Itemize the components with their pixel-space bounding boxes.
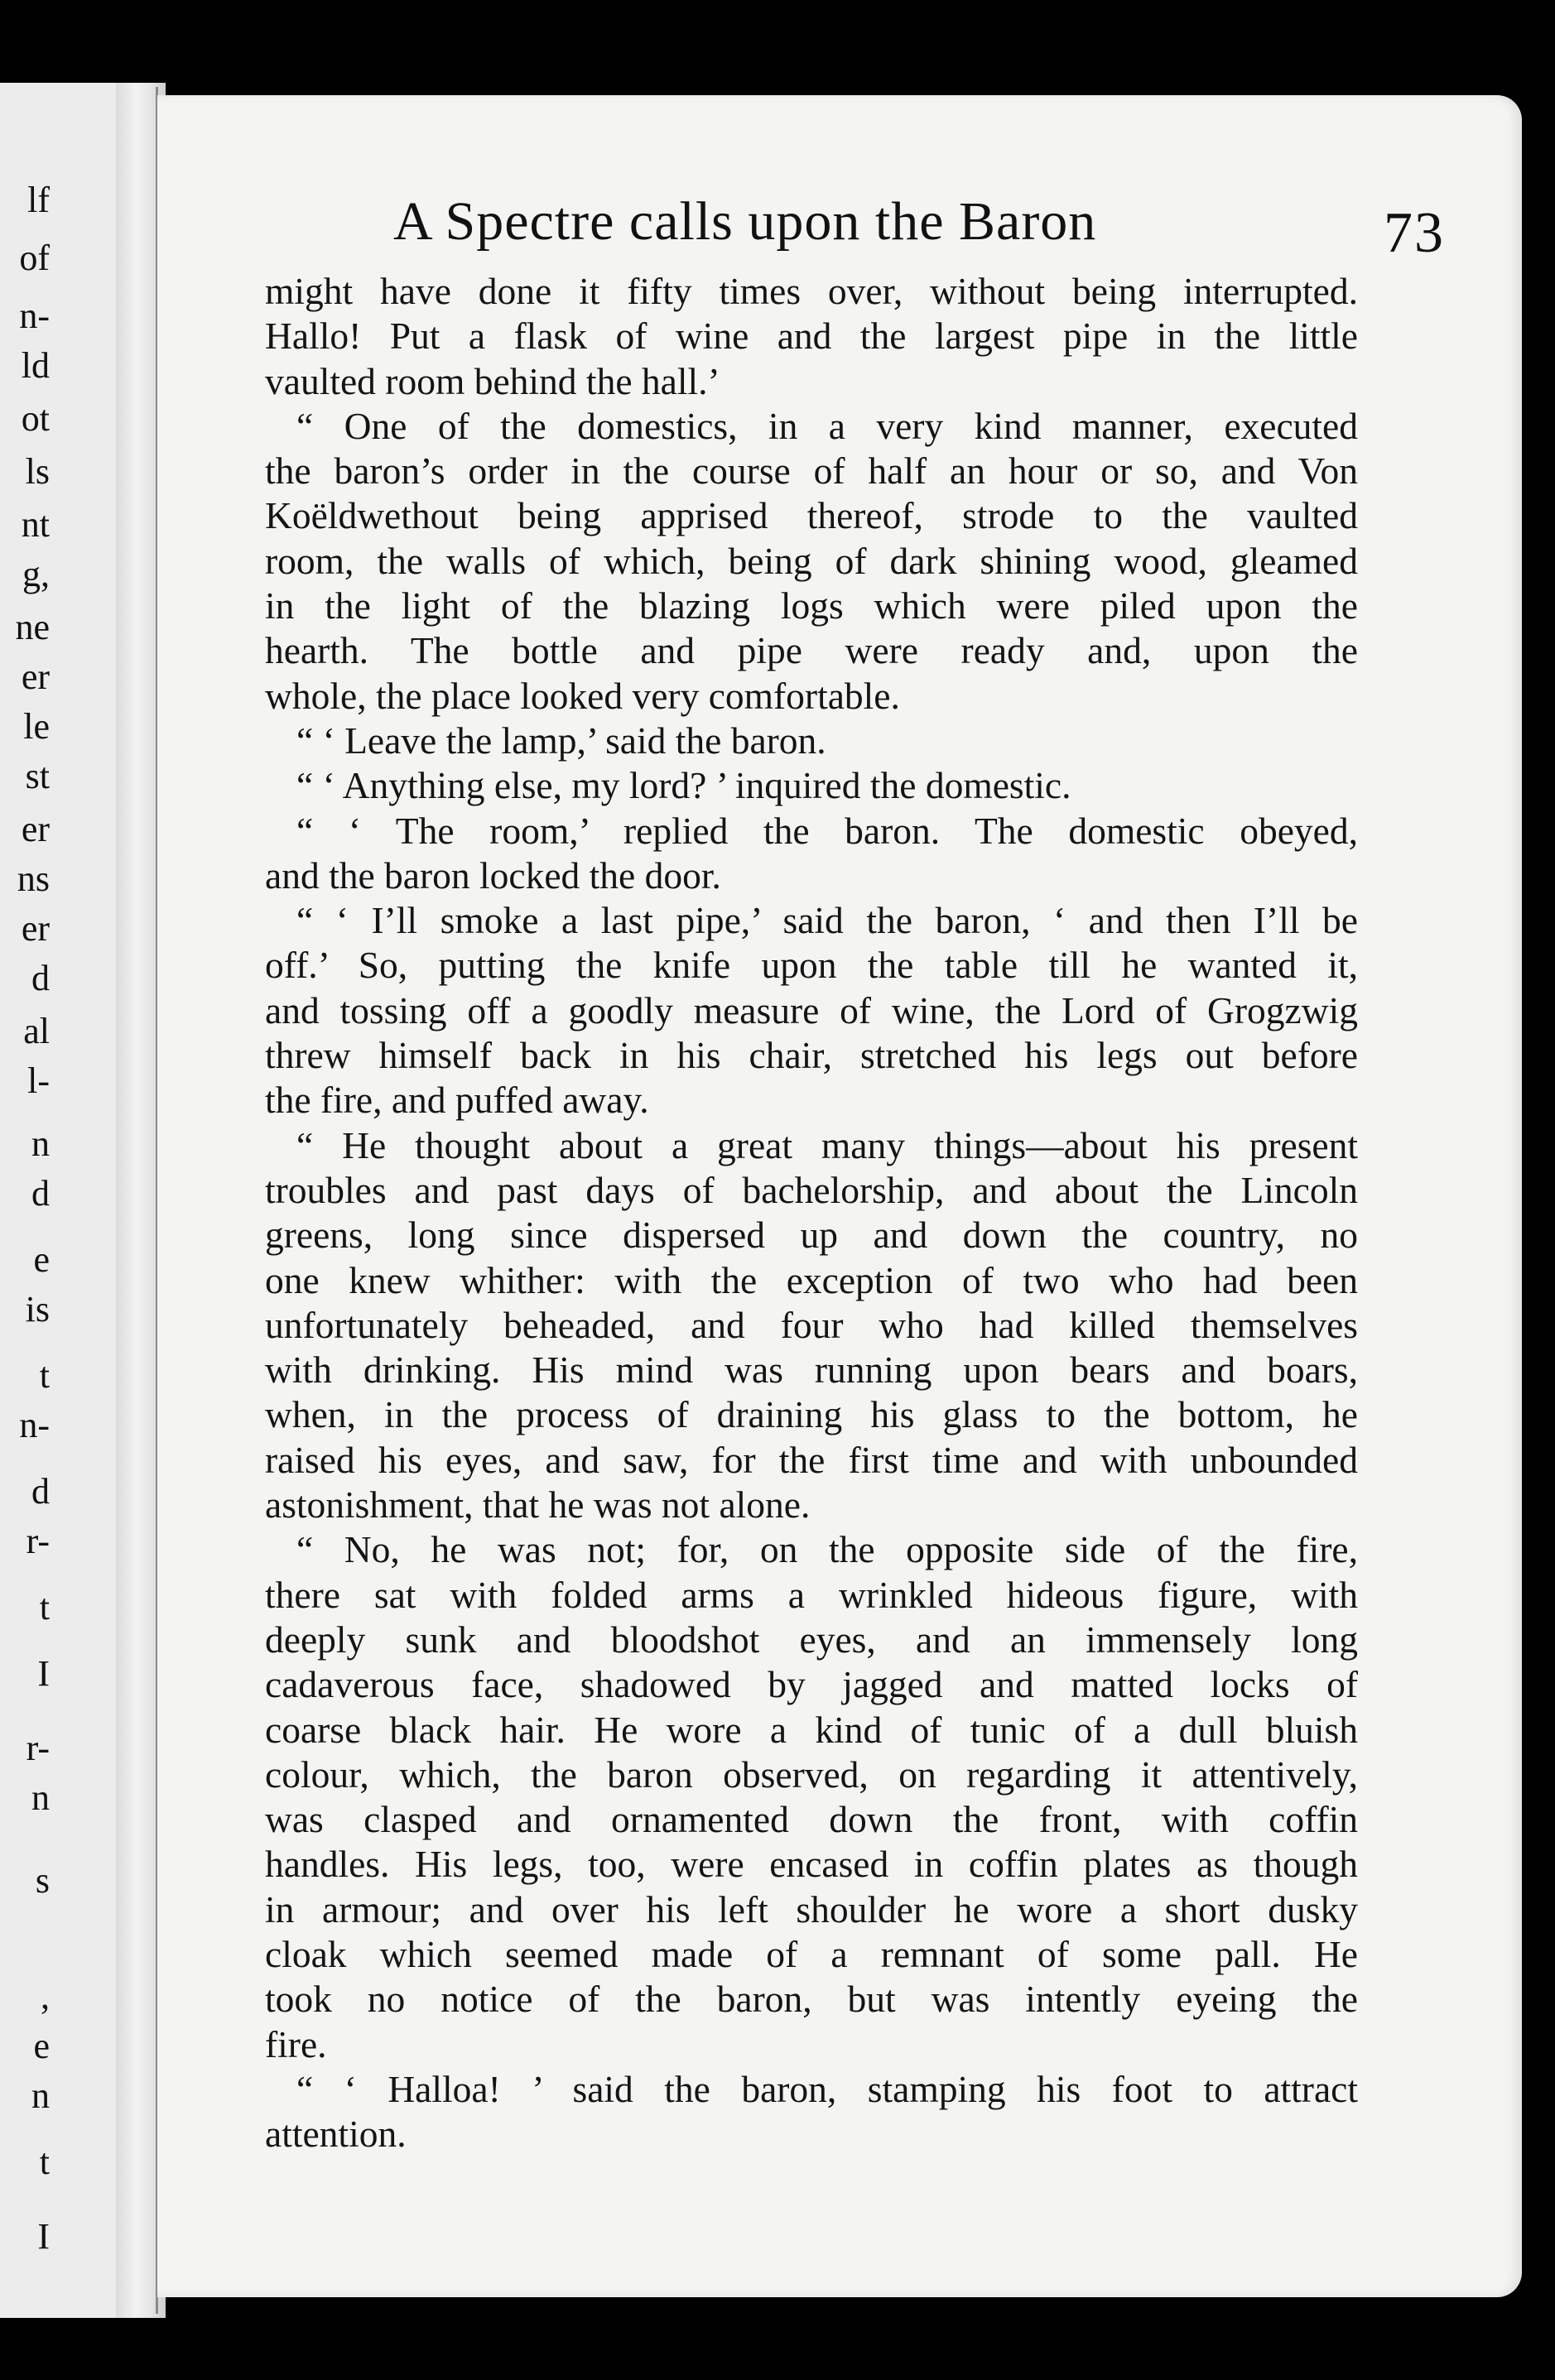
facing-page-fragment: , [41, 1976, 50, 2017]
facing-page-fragment: r- [26, 1521, 50, 1561]
text-line: unfortunately beheaded, and four who had killed themselves [265, 1303, 1358, 1346]
text-line: handles. His legs, too, were encased in coffin plates as though [265, 1843, 1358, 1886]
text-line: the fire, and puffed away. [265, 1079, 649, 1122]
text-line: fire. [265, 2022, 327, 2065]
text-line: there sat with folded arms a wrinkled hideous figure, with [265, 1573, 1358, 1616]
facing-page-fragment: t [39, 1587, 50, 1628]
text-line: greens, long since dispersed up and down the country, no [265, 1214, 1358, 1257]
text-line: attention. [265, 2113, 407, 2156]
text-line: astonishment, that he was not alone. [265, 1483, 811, 1527]
running-head [393, 185, 1445, 265]
facing-page-fragment: d [31, 1471, 50, 1512]
facing-page-fragment: ne [15, 607, 50, 647]
text-line: was clasped and ornamented down the front, with coffin [265, 1798, 1358, 1841]
text-line: and tossing off a goodly measure of wine, the Lord of Grogzwig [265, 988, 1358, 1031]
text-line: colour, which, the baron observed, on regarding it attentively, [265, 1753, 1358, 1796]
facing-page-fragment: n [31, 2075, 50, 2116]
text-line: one knew whither: with the exception of two who had been [265, 1258, 1358, 1301]
facing-page-fragment: n- [19, 1405, 50, 1445]
facing-page-fragment: er [21, 809, 50, 849]
text-line: vaulted room behind the hall.’ [265, 359, 720, 402]
facing-page-fragment: ld [21, 345, 50, 386]
body-text [265, 269, 1358, 2156]
text-line: whole, the place looked very comfortable. [265, 674, 900, 717]
facing-page-fragment: e [33, 1239, 50, 1280]
text-line: “ No, he was not; for, on the opposite side of the fire, [296, 1528, 1358, 1571]
facing-page-fragment: ls [25, 451, 50, 492]
facing-page-fragment: d [31, 958, 50, 998]
facing-page-fragment: ns [17, 858, 50, 899]
text-line: troubles and past days of bachelorship, and about the Lincoln [265, 1168, 1358, 1211]
text-line: and the baron locked the door. [265, 853, 721, 897]
facing-page-fragment: g, [22, 554, 50, 594]
text-line: raised his eyes, and saw, for the first time and with unbounded [265, 1438, 1358, 1481]
facing-page-fragment: lf [27, 180, 50, 220]
text-line: room, the walls of which, being of dark shining wood, gleamed [265, 539, 1358, 582]
text-line: “ ‘ Anything else, my lord? ’ inquired the domestic. [296, 764, 1071, 807]
text-line: cadaverous face, shadowed by jagged and matted locks of [265, 1663, 1358, 1706]
facing-page-fragment: er [21, 656, 50, 697]
text-line: the baron’s order in the course of half an hour or so, and Von [265, 450, 1358, 493]
text-line: cloak which seemed made of a remnant of some pall. He [265, 1932, 1358, 1975]
running-head-title: A Spectre calls upon the Baron [393, 191, 1097, 252]
text-line: “ ‘ I’ll smoke a last pipe,’ said the baron, ‘ and then I’ll be [296, 899, 1358, 942]
text-line: off.’ So, putting the knife upon the table till he wanted it, [265, 944, 1358, 987]
text-line: “ ‘ The room,’ replied the baron. The domestic obeyed, [296, 809, 1358, 852]
facing-page-fragment: n [31, 1777, 50, 1818]
facing-page-fragment: ot [21, 398, 50, 439]
book-page [157, 95, 1522, 2297]
facing-page-fragment: of [19, 238, 50, 278]
facing-page-fragment: nt [21, 504, 50, 545]
text-line: “ One of the domestics, in a very kind manner, executed [296, 404, 1358, 447]
facing-page-fragment: s [35, 1860, 50, 1901]
facing-page-fragment: r- [26, 1728, 50, 1768]
facing-page-fragment: er [21, 908, 50, 949]
facing-page-fragment: n [31, 1123, 50, 1164]
facing-page-fragment: n- [19, 296, 50, 336]
text-line: “ ‘ Leave the lamp,’ said the baron. [296, 719, 826, 762]
facing-page-fragment: is [25, 1289, 50, 1329]
text-line: coarse black hair. He wore a kind of tunic of a dull bluish [265, 1708, 1358, 1751]
facing-page-fragment: t [39, 2142, 50, 2182]
facing-page-fragment: al [23, 1011, 50, 1051]
text-line: in armour; and over his left shoulder he wore a short dusky [265, 1887, 1358, 1930]
facing-page-fragment: l- [27, 1060, 50, 1101]
text-line: with drinking. His mind was running upon bears and boars, [265, 1349, 1358, 1392]
text-line: hearth. The bottle and pipe were ready and, upon the [265, 629, 1358, 672]
text-line: in the light of the blazing logs which were piled upon the [265, 584, 1358, 627]
text-line: Koëldwethout being apprised thereof, strode to the vaulted [265, 494, 1358, 537]
text-line: “ ‘ Halloa! ’ said the baron, stamping his foot to attract [296, 2067, 1358, 2110]
text-line: deeply sunk and bloodshot eyes, and an immensely long [265, 1618, 1358, 1661]
text-line: might have done it fifty times over, without being interrupted. [265, 270, 1358, 312]
text-line: “ He thought about a great many things—about his present [296, 1123, 1358, 1166]
facing-page-fragment: le [23, 706, 50, 747]
text-line: Hallo! Put a flask of wine and the largest pipe in the little [265, 315, 1358, 358]
facing-page-fragment: I [37, 2216, 50, 2257]
text-line: took no notice of the baron, but was intently eyeing the [265, 1978, 1358, 2021]
facing-page-fragment: st [25, 756, 50, 796]
facing-page-fragment: d [31, 1173, 50, 1214]
facing-page-fragment: t [39, 1355, 50, 1396]
facing-page-fragment: I [37, 1653, 50, 1694]
facing-page-fragment: e [33, 2026, 50, 2066]
text-line: threw himself back in his chair, stretched his legs out before [265, 1034, 1358, 1077]
text-line: when, in the process of draining his glass to the bottom, he [265, 1393, 1358, 1436]
page-number: 73 [1384, 201, 1445, 265]
